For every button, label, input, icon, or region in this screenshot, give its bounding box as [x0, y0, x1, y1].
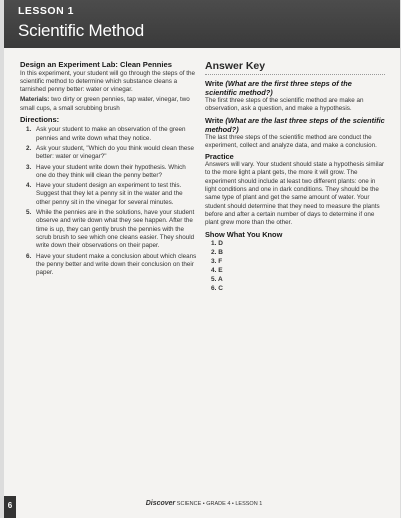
page-footer	[104, 500, 304, 507]
page-number: 6	[4, 496, 16, 518]
footer-text: SCIENCE • GRADE 4 • LESSON 1	[175, 501, 263, 507]
materials-paragraph	[20, 96, 198, 113]
answer-key-heading: Answer Key	[205, 60, 385, 75]
left-column	[20, 60, 198, 279]
materials-text: two dirty or green pennies, tap water, vinegar, two small cups, a small scrubbing brush	[20, 96, 190, 112]
lab-intro: In this experiment, your student will go through the steps of the scientific method to determine which substance cleans a tarnished penny better: water or vinegar.	[20, 69, 196, 94]
list-item: 5. While the pennies are in the solutions, have your student observe and write down what they see happen. After the time is up, they can gently brush the pennies with the scrub brush to see which one cleans easier. They should write down their observations on their paper.	[26, 209, 195, 250]
directions-list	[20, 126, 198, 277]
materials-label: Materials:	[20, 96, 50, 104]
list-item: 3. F	[211, 257, 223, 265]
list-item: 4. Have your student design an experiment to test this. Suggest that they let a penny sit in the water and the other penny sit in the vinegar for several minutes.	[26, 182, 183, 206]
list-item: 1. Ask your student to make an observation of the green pennies and write down what they notice.	[26, 126, 186, 142]
answer-list	[205, 239, 385, 293]
list-item: 1. D	[211, 239, 223, 247]
list-item: 5. A	[211, 275, 223, 283]
brand-logo: Discover	[145, 500, 176, 507]
practice-heading: Practice	[205, 152, 234, 162]
show-heading: Show What You Know	[205, 229, 283, 239]
list-item: 4. E	[211, 266, 223, 274]
answer-write-first: The first three steps of the scientific method are make an observation, ask a question, and make a hypothesis.	[205, 97, 364, 113]
lesson-banner	[4, 0, 400, 48]
practice-answer: Answers will vary. Your student should state a hypothesis similar to the more light a plant gets, the more it will grow. The experiment should include at least two different plants: one in light conditions and one in dark conditions. They should be the same type of plant and get the same amount of water. Your student should determine that they need to measure the plants before and after a certain number of days to determine if one plant grew more than the other.	[205, 161, 385, 227]
lab-heading: Design an Experiment Lab: Clean Pennies	[20, 60, 172, 69]
right-column	[205, 60, 385, 293]
page-title: Scientific Method	[18, 21, 145, 40]
lesson-label: LESSON 1	[18, 5, 74, 17]
directions-label: Directions:	[20, 115, 60, 125]
worksheet-page	[4, 0, 400, 518]
list-item: 2. B	[211, 248, 223, 256]
list-item: 3. Have your student write down their hypothesis. Which one do they think will clean the penny better?	[26, 163, 186, 179]
question-write-first: Write (What are the first three steps of the scientific method?)	[205, 79, 352, 97]
list-item: 6. C	[211, 284, 223, 292]
list-item: 2. Ask your student, "Which do you think would clean these better: water or vinegar?"	[26, 144, 194, 161]
answer-write-last: The last three steps of the scientific method are conduct the experiment, collect and analyze data, and make a conclusion.	[205, 133, 377, 149]
question-write-last: Write (What are the last three steps of the scientific method?)	[205, 115, 385, 134]
list-item: 6. Have your student make a conclusion about which cleans the penny better and write down their conclusion on their paper.	[26, 252, 197, 277]
